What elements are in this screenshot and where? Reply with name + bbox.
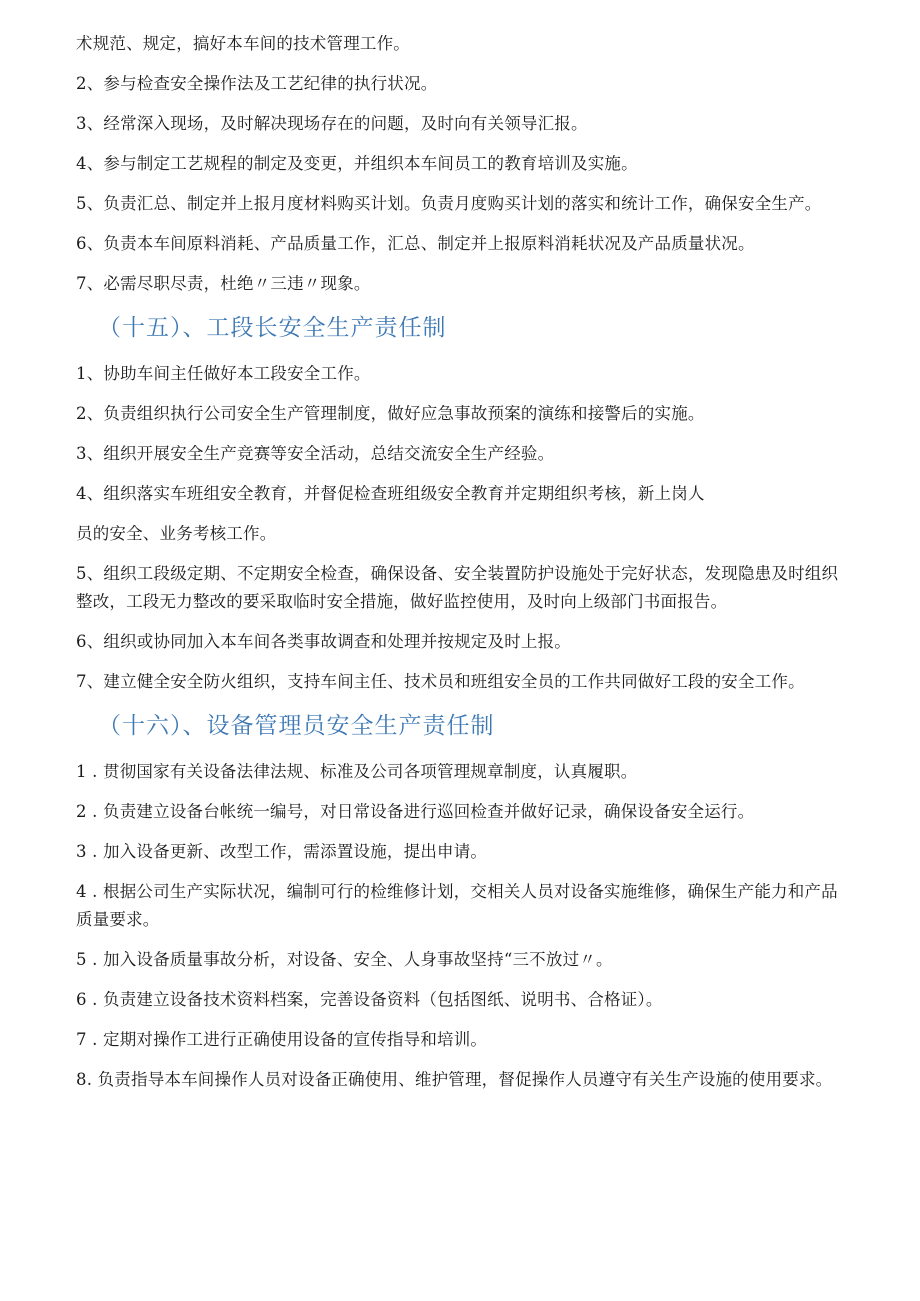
section-15-heading: （十五）、工段长安全生产责任制 bbox=[98, 315, 447, 341]
section-16-item-7: 7 . 定期对操作工进行正确使用设备的宣传指导和培训。 bbox=[76, 1030, 488, 1049]
intro-item-2: 2、参与检查安全操作法及工艺纪律的执行状况。 bbox=[76, 74, 438, 93]
section-16-item-5: 5 . 加入设备质量事故分析，对设备、安全、人身事故坚持“三不放过〃。 bbox=[76, 950, 613, 969]
intro-item-5: 5、负责汇总、制定并上报月度材料购买计划。负责月度购买计划的落实和统计工作，确保安全生产。 bbox=[76, 194, 822, 213]
section-15-item-3: 3、组织开展安全生产竞赛等安全活动，总结交流安全生产经验。 bbox=[76, 444, 555, 463]
document-page bbox=[76, 30, 852, 1106]
intro-item-3: 3、经常深入现场，及时解决现场存在的问题，及时向有关领导汇报。 bbox=[76, 114, 588, 133]
section-16-item-3: 3 . 加入设备更新、改型工作，需添置设施，提出申请。 bbox=[76, 842, 488, 861]
section-15-item-2: 2、负责组织执行公司安全生产管理制度，做好应急事故预案的演练和接警后的实施。 bbox=[76, 404, 705, 423]
section-16-heading: （十六）、设备管理员安全生产责任制 bbox=[98, 713, 495, 739]
section-16-item-1: 1 . 贯彻国家有关设备法律法规、标准及公司各项管理规章制度，认真履职。 bbox=[76, 762, 638, 781]
section-16-item-6: 6 . 负责建立设备技术资料档案，完善设备资料（包括图纸、说明书、合格证）。 bbox=[76, 990, 663, 1009]
intro-item-6: 6、负责本车间原料消耗、产品质量工作，汇总、制定并上报原料消耗状况及产品质量状况。 bbox=[76, 234, 755, 253]
section-15-item-4-cont: 员的安全、业务考核工作。 bbox=[76, 524, 277, 543]
intro-item-1: 术规范、规定，搞好本车间的技术管理工作。 bbox=[76, 34, 410, 53]
section-16-item-2: 2 . 负责建立设备台帐统一编号，对日常设备进行巡回检查并做好记录，确保设备安全运行。 bbox=[76, 802, 755, 821]
intro-item-7: 7、必需尽职尽责，杜绝〃三违〃现象。 bbox=[76, 274, 371, 293]
section-16-item-8: 8. 负责指导本车间操作人员对设备正确使用、维护管理，督促操作人员遵守有关生产设施的使用要求。 bbox=[76, 1070, 833, 1089]
section-15-item-4: 4、组织落实车班组安全教育，并督促检查班组级安全教育并定期组织考核，新上岗人 bbox=[76, 484, 705, 503]
section-16-item-4: 4 . 根据公司生产实际状况，编制可行的检维修计划，交相关人员对设备实施维修，确保生产能力和产品质量要求。 bbox=[76, 882, 838, 929]
section-15-item-6: 6、组织或协同加入本车间各类事故调查和处理并按规定及时上报。 bbox=[76, 632, 571, 651]
section-15-item-1: 1、协助车间主任做好本工段安全工作。 bbox=[76, 364, 371, 383]
section-15-item-5: 5、组织工段级定期、不定期安全检查，确保设备、安全装置防护设施处于完好状态，发现隐患及时组织整改，工段无力整改的要采取临时安全措施，做好监控使用，及时向上级部门书面报告。 bbox=[76, 564, 839, 611]
intro-item-4: 4、参与制定工艺规程的制定及变更，并组织本车间员工的教育培训及实施。 bbox=[76, 154, 638, 173]
section-15-item-7: 7、建立健全安全防火组织，支持车间主任、技术员和班组安全员的工作共同做好工段的安全工作。 bbox=[76, 672, 805, 691]
